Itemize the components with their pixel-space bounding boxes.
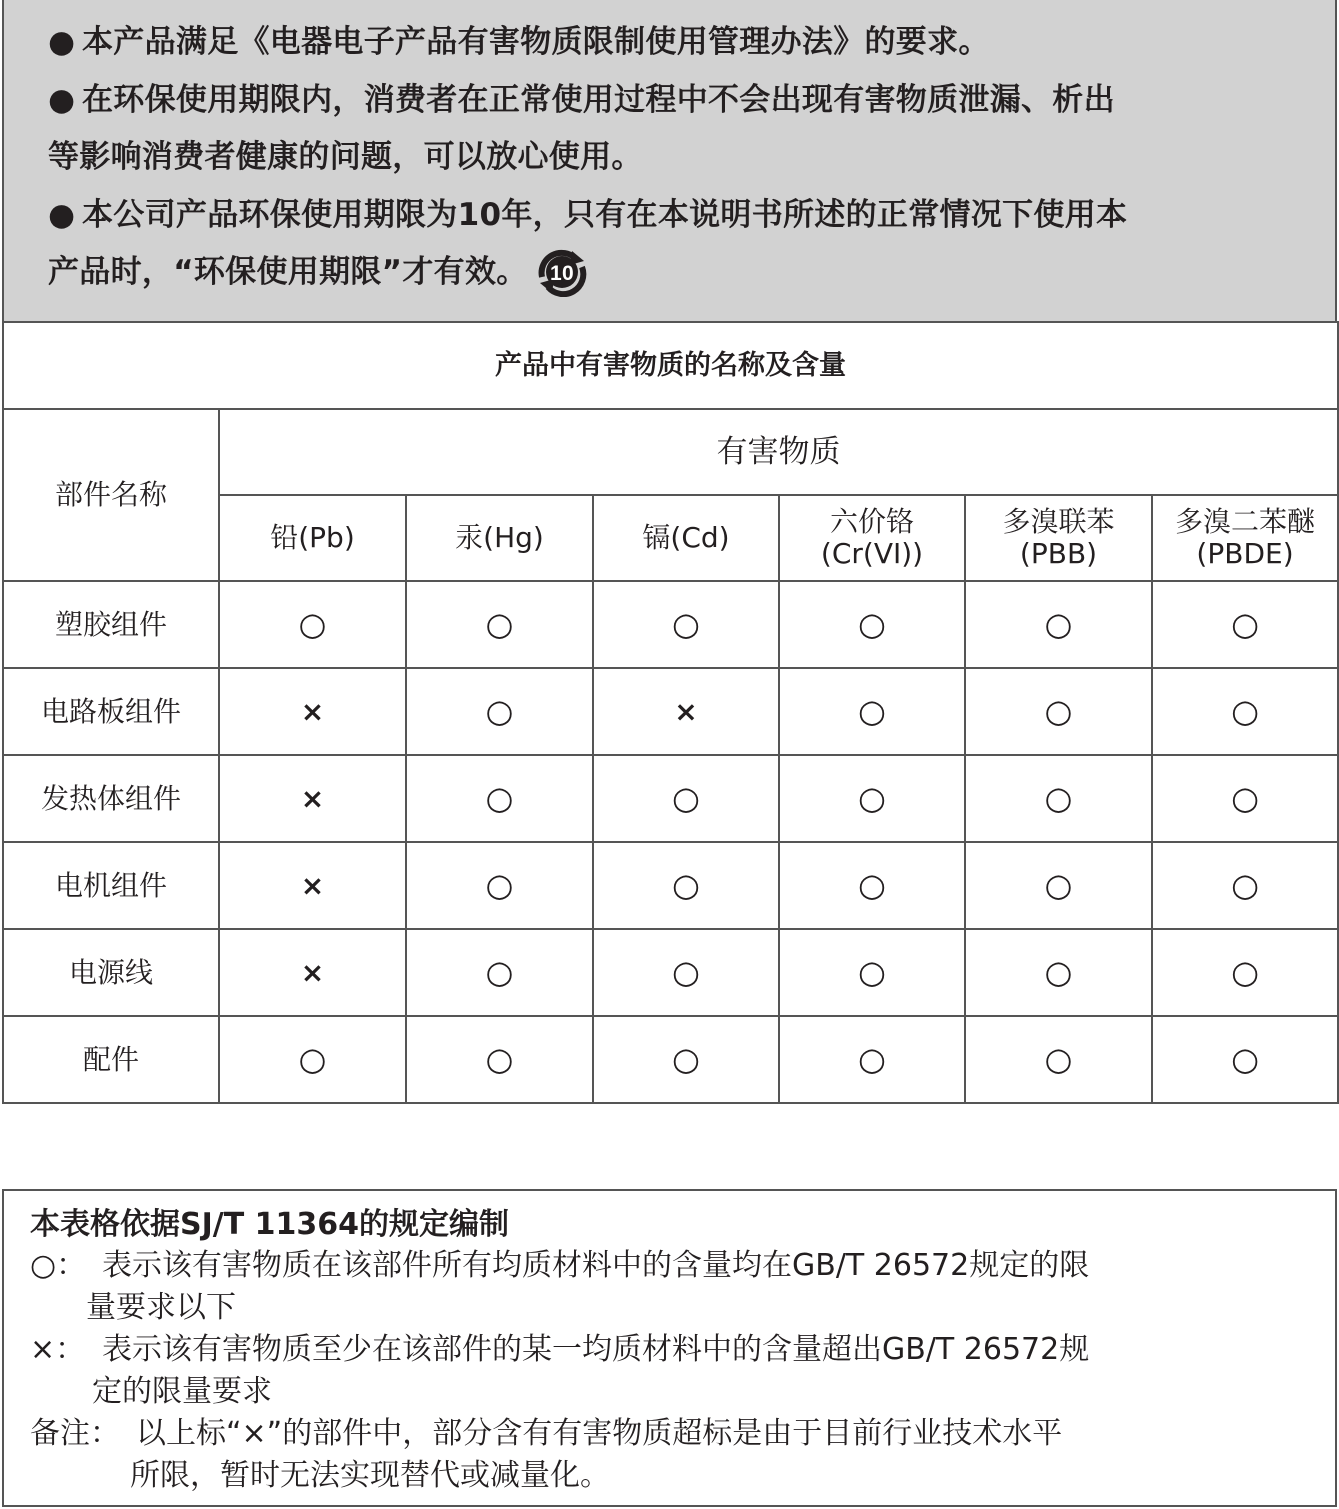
within-limit-mark: ○ — [1231, 691, 1259, 730]
substance-value-cell — [219, 842, 406, 929]
notice-line-3b: 产品时，“环保使用期限”才有效。 10 — [48, 244, 1335, 302]
table-row — [3, 755, 1338, 842]
substance-value-cell — [965, 1016, 1152, 1103]
within-limit-mark: ○ — [1044, 1039, 1073, 1078]
substance-value-cell — [965, 755, 1152, 842]
substance-symbol: (Cr(VI)) — [820, 537, 924, 570]
table-row — [3, 668, 1338, 755]
within-limit-mark: ○ — [1231, 778, 1259, 817]
within-limit-mark: ○ — [672, 1039, 700, 1078]
hazardous-substance-header: 有害物质 — [219, 409, 1338, 495]
part-name-cell: 电源线 — [3, 929, 219, 1016]
within-limit-mark: ○ — [1044, 604, 1073, 643]
substance-value-cell — [779, 755, 965, 842]
part-name-cell: 配件 — [3, 1016, 219, 1103]
substance-value-cell — [406, 929, 593, 1016]
table-row — [3, 581, 1338, 668]
within-limit-mark: ○ — [485, 691, 514, 730]
within-limit-mark: ○ — [672, 604, 700, 643]
part-name-cell: 塑胶组件 — [3, 581, 219, 668]
table-title: 产品中有害物质的名称及含量 — [3, 322, 1338, 409]
substance-header-cell — [779, 495, 965, 581]
notice-line-2a: ● 在环保使用期限内，消费者在正常使用过程中不会出现有害物质泄漏、析出 — [48, 81, 1115, 118]
substance-value-cell — [779, 929, 965, 1016]
exceeds-limit-mark: × — [674, 694, 698, 728]
substance-value-cell — [779, 668, 965, 755]
exceeds-limit-mark: × — [300, 955, 325, 989]
within-limit-mark: ○ — [858, 865, 886, 904]
substance-value-cell — [965, 929, 1152, 1016]
within-limit-mark: ○ — [485, 778, 514, 817]
part-name-cell: 电机组件 — [3, 842, 219, 929]
within-limit-mark: ○ — [858, 604, 886, 643]
substance-value-cell — [406, 581, 593, 668]
note-mark: 备注： — [30, 1416, 120, 1451]
substance-name: 多溴二苯醚 — [1175, 505, 1316, 538]
epup-10-year-logo-icon — [532, 247, 592, 297]
substance-name: 多溴联苯 — [1002, 505, 1115, 538]
within-limit-mark: ○ — [1044, 778, 1073, 817]
part-name-cell: 电路板组件 — [3, 668, 219, 755]
substance-value-cell — [593, 1016, 779, 1103]
substance-symbol: (PBDE) — [1196, 537, 1294, 570]
within-limit-mark: ○ — [298, 1039, 327, 1078]
table-body — [3, 581, 1338, 1103]
substance-value-cell — [219, 929, 406, 1016]
substance-value-cell — [1152, 581, 1338, 668]
substance-value-cell — [219, 581, 406, 668]
substance-value-cell — [1152, 1016, 1338, 1103]
within-limit-mark: ○ — [858, 1039, 886, 1078]
substance-name: 六价铬 — [829, 505, 914, 538]
substance-value-cell — [219, 668, 406, 755]
within-limit-mark: ○ — [485, 865, 514, 904]
legend-cross-item: ×： 表示该有害物质至少在该部件的某一均质材料中的含量超出GB/T 26572规 定的限量要求 — [30, 1329, 1335, 1413]
within-limit-mark: ○ — [858, 778, 886, 817]
substance-value-cell — [593, 581, 779, 668]
table-row — [3, 929, 1338, 1016]
substance-value-cell — [965, 842, 1152, 929]
within-limit-mark: ○ — [858, 691, 886, 730]
exceeds-limit-mark: × — [300, 694, 325, 728]
within-limit-mark: ○ — [1231, 604, 1259, 643]
substance-value-cell — [779, 581, 965, 668]
notice-line-3a: ● 本公司产品环保使用期限为10年，只有在本说明书所述的正常情况下使用本 — [48, 196, 1128, 233]
substance-header-cell — [1152, 495, 1338, 581]
notice-line-2b: 等影响消费者健康的问题，可以放心使用。 — [48, 139, 643, 175]
substance-header-cell — [406, 495, 593, 581]
substance-header-cell — [593, 495, 779, 581]
exceeds-limit-mark: × — [300, 781, 325, 815]
within-limit-mark: ○ — [1231, 865, 1259, 904]
within-limit-mark: ○ — [485, 1039, 514, 1078]
cross-mark: ×： — [30, 1332, 86, 1367]
substance-symbol: (PBB) — [1019, 537, 1098, 570]
within-limit-mark: ○ — [1044, 691, 1073, 730]
svg-text:10: 10 — [549, 261, 574, 285]
substance-value-cell — [779, 1016, 965, 1103]
substance-header-cell — [219, 495, 406, 581]
substance-name: 汞(Hg) — [455, 521, 544, 554]
substance-value-cell — [406, 668, 593, 755]
substance-value-cell — [406, 755, 593, 842]
substance-value-cell — [406, 1016, 593, 1103]
legend-title: 本表格依据SJ/T 11364的规定编制 — [30, 1207, 510, 1242]
table-row — [3, 1016, 1338, 1103]
circle-mark: ○： — [30, 1248, 87, 1283]
table-row — [3, 842, 1338, 929]
substance-value-cell — [406, 842, 593, 929]
within-limit-mark: ○ — [485, 952, 514, 991]
within-limit-mark: ○ — [1044, 952, 1073, 991]
substance-value-cell — [1152, 755, 1338, 842]
substance-value-cell — [593, 755, 779, 842]
within-limit-mark: ○ — [672, 865, 700, 904]
substance-value-cell — [965, 668, 1152, 755]
within-limit-mark: ○ — [1044, 865, 1073, 904]
substance-value-cell — [219, 755, 406, 842]
legend-box — [2, 1189, 1337, 1507]
substance-value-cell — [593, 842, 779, 929]
exceeds-limit-mark: × — [300, 868, 325, 902]
substance-value-cell — [593, 668, 779, 755]
substance-value-cell — [965, 581, 1152, 668]
environmental-notice — [2, 0, 1337, 322]
substance-name: 镉(Cd) — [642, 521, 730, 554]
part-name-cell: 发热体组件 — [3, 755, 219, 842]
within-limit-mark: ○ — [672, 952, 700, 991]
substance-name: 铅(Pb) — [270, 521, 355, 554]
within-limit-mark: ○ — [1231, 952, 1259, 991]
within-limit-mark: ○ — [672, 778, 700, 817]
within-limit-mark: ○ — [485, 604, 514, 643]
hazardous-substances-table — [2, 321, 1339, 1104]
substance-value-cell — [1152, 929, 1338, 1016]
within-limit-mark: ○ — [298, 604, 327, 643]
substance-value-cell — [779, 842, 965, 929]
substance-value-cell — [593, 929, 779, 1016]
legend-circle-item: ○： 表示该有害物质在该部件所有均质材料中的含量均在GB/T 26572规定的限 量要求以下 — [30, 1245, 1335, 1329]
within-limit-mark: ○ — [1231, 1039, 1259, 1078]
notice-line-1: ● 本产品满足《电器电子产品有害物质限制使用管理办法》的要求。 — [48, 24, 990, 60]
legend-note-item: 备注： 以上标“×”的部件中，部分含有有害物质超标是由于目前行业技术水平 所限，暂时无法实现替代或减量化。 — [30, 1413, 1335, 1497]
substance-value-cell — [219, 1016, 406, 1103]
substance-header-cell — [965, 495, 1152, 581]
part-name-header: 部件名称 — [3, 409, 219, 581]
within-limit-mark: ○ — [858, 952, 886, 991]
substance-value-cell — [1152, 842, 1338, 929]
substance-value-cell — [1152, 668, 1338, 755]
